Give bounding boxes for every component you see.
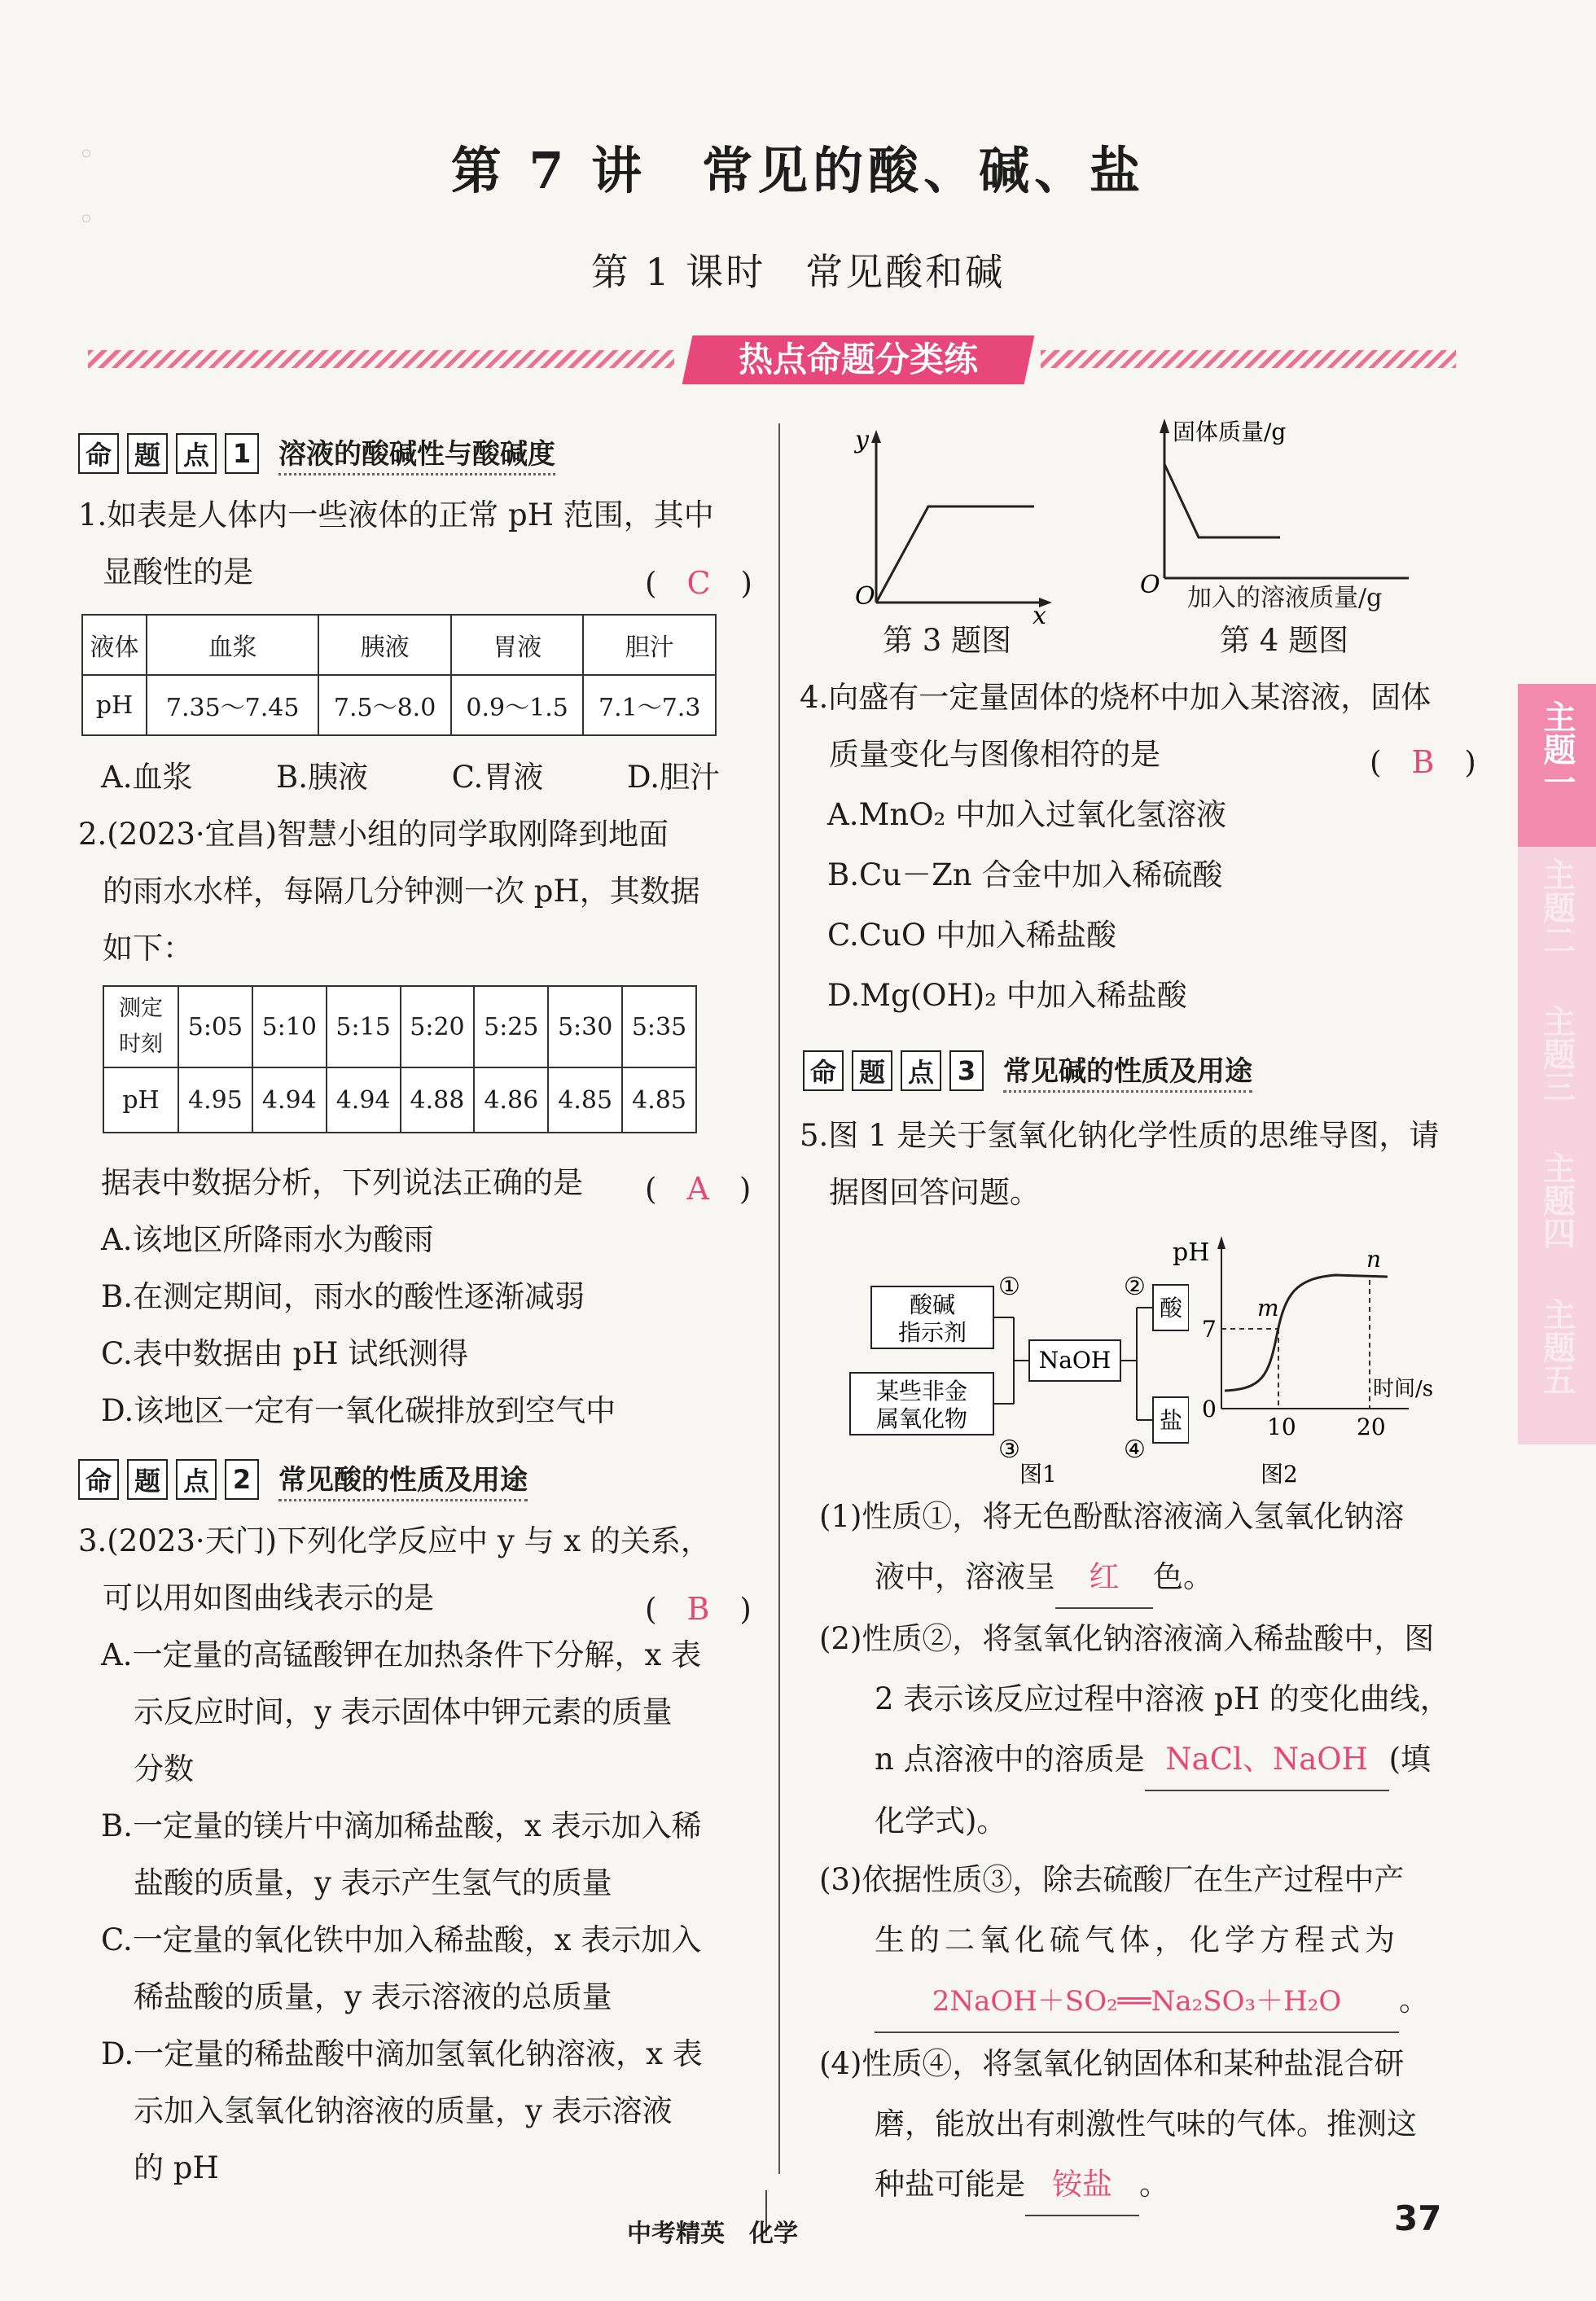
bleed-through-mark: ◦ (78, 138, 95, 171)
ph-tick-7: 7 (1202, 1316, 1217, 1343)
q1-answer: ( C ) (645, 565, 752, 601)
ph-curve (1225, 1275, 1388, 1391)
ph-tick-0: 0 (1202, 1396, 1217, 1422)
lesson-subtitle: 第 1 课时 常见酸和碱 (590, 250, 1006, 294)
map-oxide-line1: 某些非金 (875, 1378, 968, 1405)
map-indicator-line1: 酸碱 (909, 1291, 956, 1318)
q5-stem: 5.图 1 是关于氢氧化钠化学性质的思维导图，请 据图回答问题。 (800, 1118, 1440, 1210)
q1-options: A.血浆 B.胰液 C.胃液 D.胆汁 (101, 760, 720, 795)
side-tab-2[interactable]: 主题二 (1518, 847, 1596, 1005)
q5-part2: (2)性质②，将氢氧化钠溶液滴入稀盐酸中，图 2 表示该反应过程中溶液 pH 的变化曲线， n 点溶液中的溶质是 NaCl、NaOH (填 化学式)。 (819, 1621, 1450, 1839)
topic-header-3: 命 题 点 3 常见碱的性质及用途 (803, 1049, 1252, 1093)
fig4-y-arrow (1160, 419, 1169, 433)
map-mark-4: ④ (1124, 1435, 1146, 1464)
q2-question: 据表中数据分析，下列说法正确的是 (101, 1165, 583, 1200)
map-caption: 图1 (1019, 1461, 1057, 1488)
q5-part1: (1)性质①，将无色酚酞溶液滴入氢氧化钠溶 液中，溶液呈 红 色。 (819, 1487, 1404, 1609)
fig4-origin: O (1140, 571, 1160, 599)
q3-stem: 3.(2023·天门)下列化学反应中 y 与 x 的关系， 可以用如图曲线表示的是 (78, 1523, 711, 1615)
fig3-curve (876, 506, 1034, 603)
q5-part3: (3)依据性质③，除去硫酸厂在生产过程中产 生的二氧化硫气体，化学方程式为 2NaOH＋SO₂══Na₂SO₃＋H₂O 。 (819, 1850, 1429, 2033)
fig3-origin: O (855, 582, 875, 611)
ph-x-label: 时间/s (1373, 1377, 1434, 1401)
topic-header-2: 命 题 点 2 常见酸的性质及用途 (78, 1457, 528, 1501)
q5-mind-map (847, 1221, 1189, 1490)
fig3-y-arrow (871, 430, 881, 443)
ph-point-m: m (1257, 1295, 1279, 1321)
page-number: 37 (1394, 2198, 1442, 2238)
map-acid: 酸 (1159, 1295, 1183, 1321)
q5-answer-solute: NaCl、NaOH (1145, 1729, 1389, 1791)
ph-tick-20: 20 (1357, 1413, 1386, 1440)
banner-label: 热点命题分类练 (682, 335, 1035, 384)
fig4-curve (1164, 464, 1280, 537)
section-banner (88, 335, 1456, 384)
ph-point-n: n (1366, 1246, 1382, 1273)
ph-tick-10: 10 (1267, 1413, 1296, 1440)
lecture-title: 第 7 讲 常见的酸、碱、盐 (450, 141, 1146, 200)
side-tab-3[interactable]: 主题三 (1518, 993, 1596, 1151)
ph-graph-caption: 图2 (1261, 1461, 1298, 1488)
banner-stripes-right (1041, 350, 1456, 368)
bleed-through-mark: ◦ (78, 204, 95, 236)
q1-ph-table: 液体 血浆 胰液 胃液 胆汁 pH 7.35～7.45 7.5～8.0 0.9～1.5 7.1～7.3 (81, 614, 717, 736)
ph-y-label: pH (1173, 1238, 1210, 1267)
map-mark-1: ① (998, 1273, 1020, 1301)
map-salt: 盐 (1159, 1407, 1183, 1434)
q5-answer-color: 红 (1055, 1547, 1153, 1609)
q4-stem: 4.向盛有一定量固体的烧杯中加入某溶液，固体 质量变化与图像相符的是 (800, 680, 1432, 772)
q5-answer-salt: 铵盐 (1025, 2154, 1139, 2216)
q2-answer: ( A ) (645, 1171, 752, 1207)
banner-stripes-left (88, 350, 674, 368)
ph-y-arrow (1217, 1236, 1226, 1249)
q1-stem: 1.如表是人体内一些液体的正常 pH 范围，其中 显酸性的是 (78, 497, 714, 589)
q3-options: A.一定量的高锰酸钾在加热条件下分解，x 表 示反应时间，y 表示固体中钾元素的质量 分数 B.一定量的镁片中滴加稀盐酸，x 表示加入稀 盐酸的质量，y 表示产生氢气的质量 C.一定量的氧化铁中加入稀盐酸，x 表示加入 稀盐酸的质量，y 表示溶液的总质量 D.一定量的稀盐酸中滴加氢氧化钠溶液，x 表 示加入氢氧化钠溶液的质量，y 表示溶液 的 pH (101, 1637, 703, 2185)
topic-header-1: 命 题 点 1 溶液的酸碱性与酸碱度 (78, 432, 555, 476)
side-tab-1[interactable]: 主题一 (1518, 684, 1596, 863)
q3-answer: ( B ) (645, 1591, 752, 1627)
map-naoh: NaOH (1038, 1347, 1112, 1374)
q4-answer: ( B ) (1370, 744, 1476, 780)
fig4-y-label: 固体质量/g (1173, 419, 1287, 445)
fig3-y-label: y (855, 426, 869, 454)
fig3-caption: 第 3 题图 (883, 623, 1012, 658)
footer-book-title: 中考精英 化学 (627, 2220, 798, 2248)
map-indicator-line2: 指示剂 (897, 1319, 967, 1346)
side-tab-5[interactable]: 主题五 (1518, 1286, 1596, 1444)
map-oxide-line2: 属氧化物 (875, 1405, 968, 1432)
q2-rain-ph-table: 测定 时刻 5:05 5:10 5:15 5:20 5:25 5:30 5:35 pH 4.95 4.94 4.94 4.88 4.86 4.85 4.85 (103, 985, 697, 1133)
q5-ph-graph (1173, 1221, 1449, 1490)
fig3-x-label: x (1033, 602, 1046, 630)
column-divider (778, 423, 780, 2174)
fig4-caption: 第 4 题图 (1220, 623, 1349, 658)
q4-options: A.MnO₂ 中加入过氧化氢溶液 B.Cu－Zn 合金中加入稀硫酸 C.CuO 中加入稀盐酸 D.Mg(OH)₂ 中加入稀盐酸 (827, 797, 1227, 1013)
q2-options: A.该地区所降雨水为酸雨 B.在测定期间，雨水的酸性逐渐减弱 C.表中数据由 pH 试纸测得 D.该地区一定有一氧化碳排放到空气中 (101, 1222, 616, 1428)
q5-answer-equation: 2NaOH＋SO₂══Na₂SO₃＋H₂O (875, 1971, 1399, 2033)
q2-stem: 2.(2023·宜昌)智慧小组的同学取刚降到地面 的雨水水样，每隔几分钟测一次 pH，其数据 如下： (78, 817, 700, 966)
side-tab-4[interactable]: 主题四 (1518, 1140, 1596, 1298)
map-mark-2: ② (1124, 1273, 1146, 1301)
fig4-x-label: 加入的溶液质量/g (1187, 584, 1383, 612)
q5-part4: (4)性质④，将氢氧化钠固体和某种盐混合研 磨，能放出有刺激性气味的气体。推测这 种盐可能是 铵盐 。 (819, 2034, 1417, 2216)
map-mark-3: ③ (998, 1435, 1020, 1464)
